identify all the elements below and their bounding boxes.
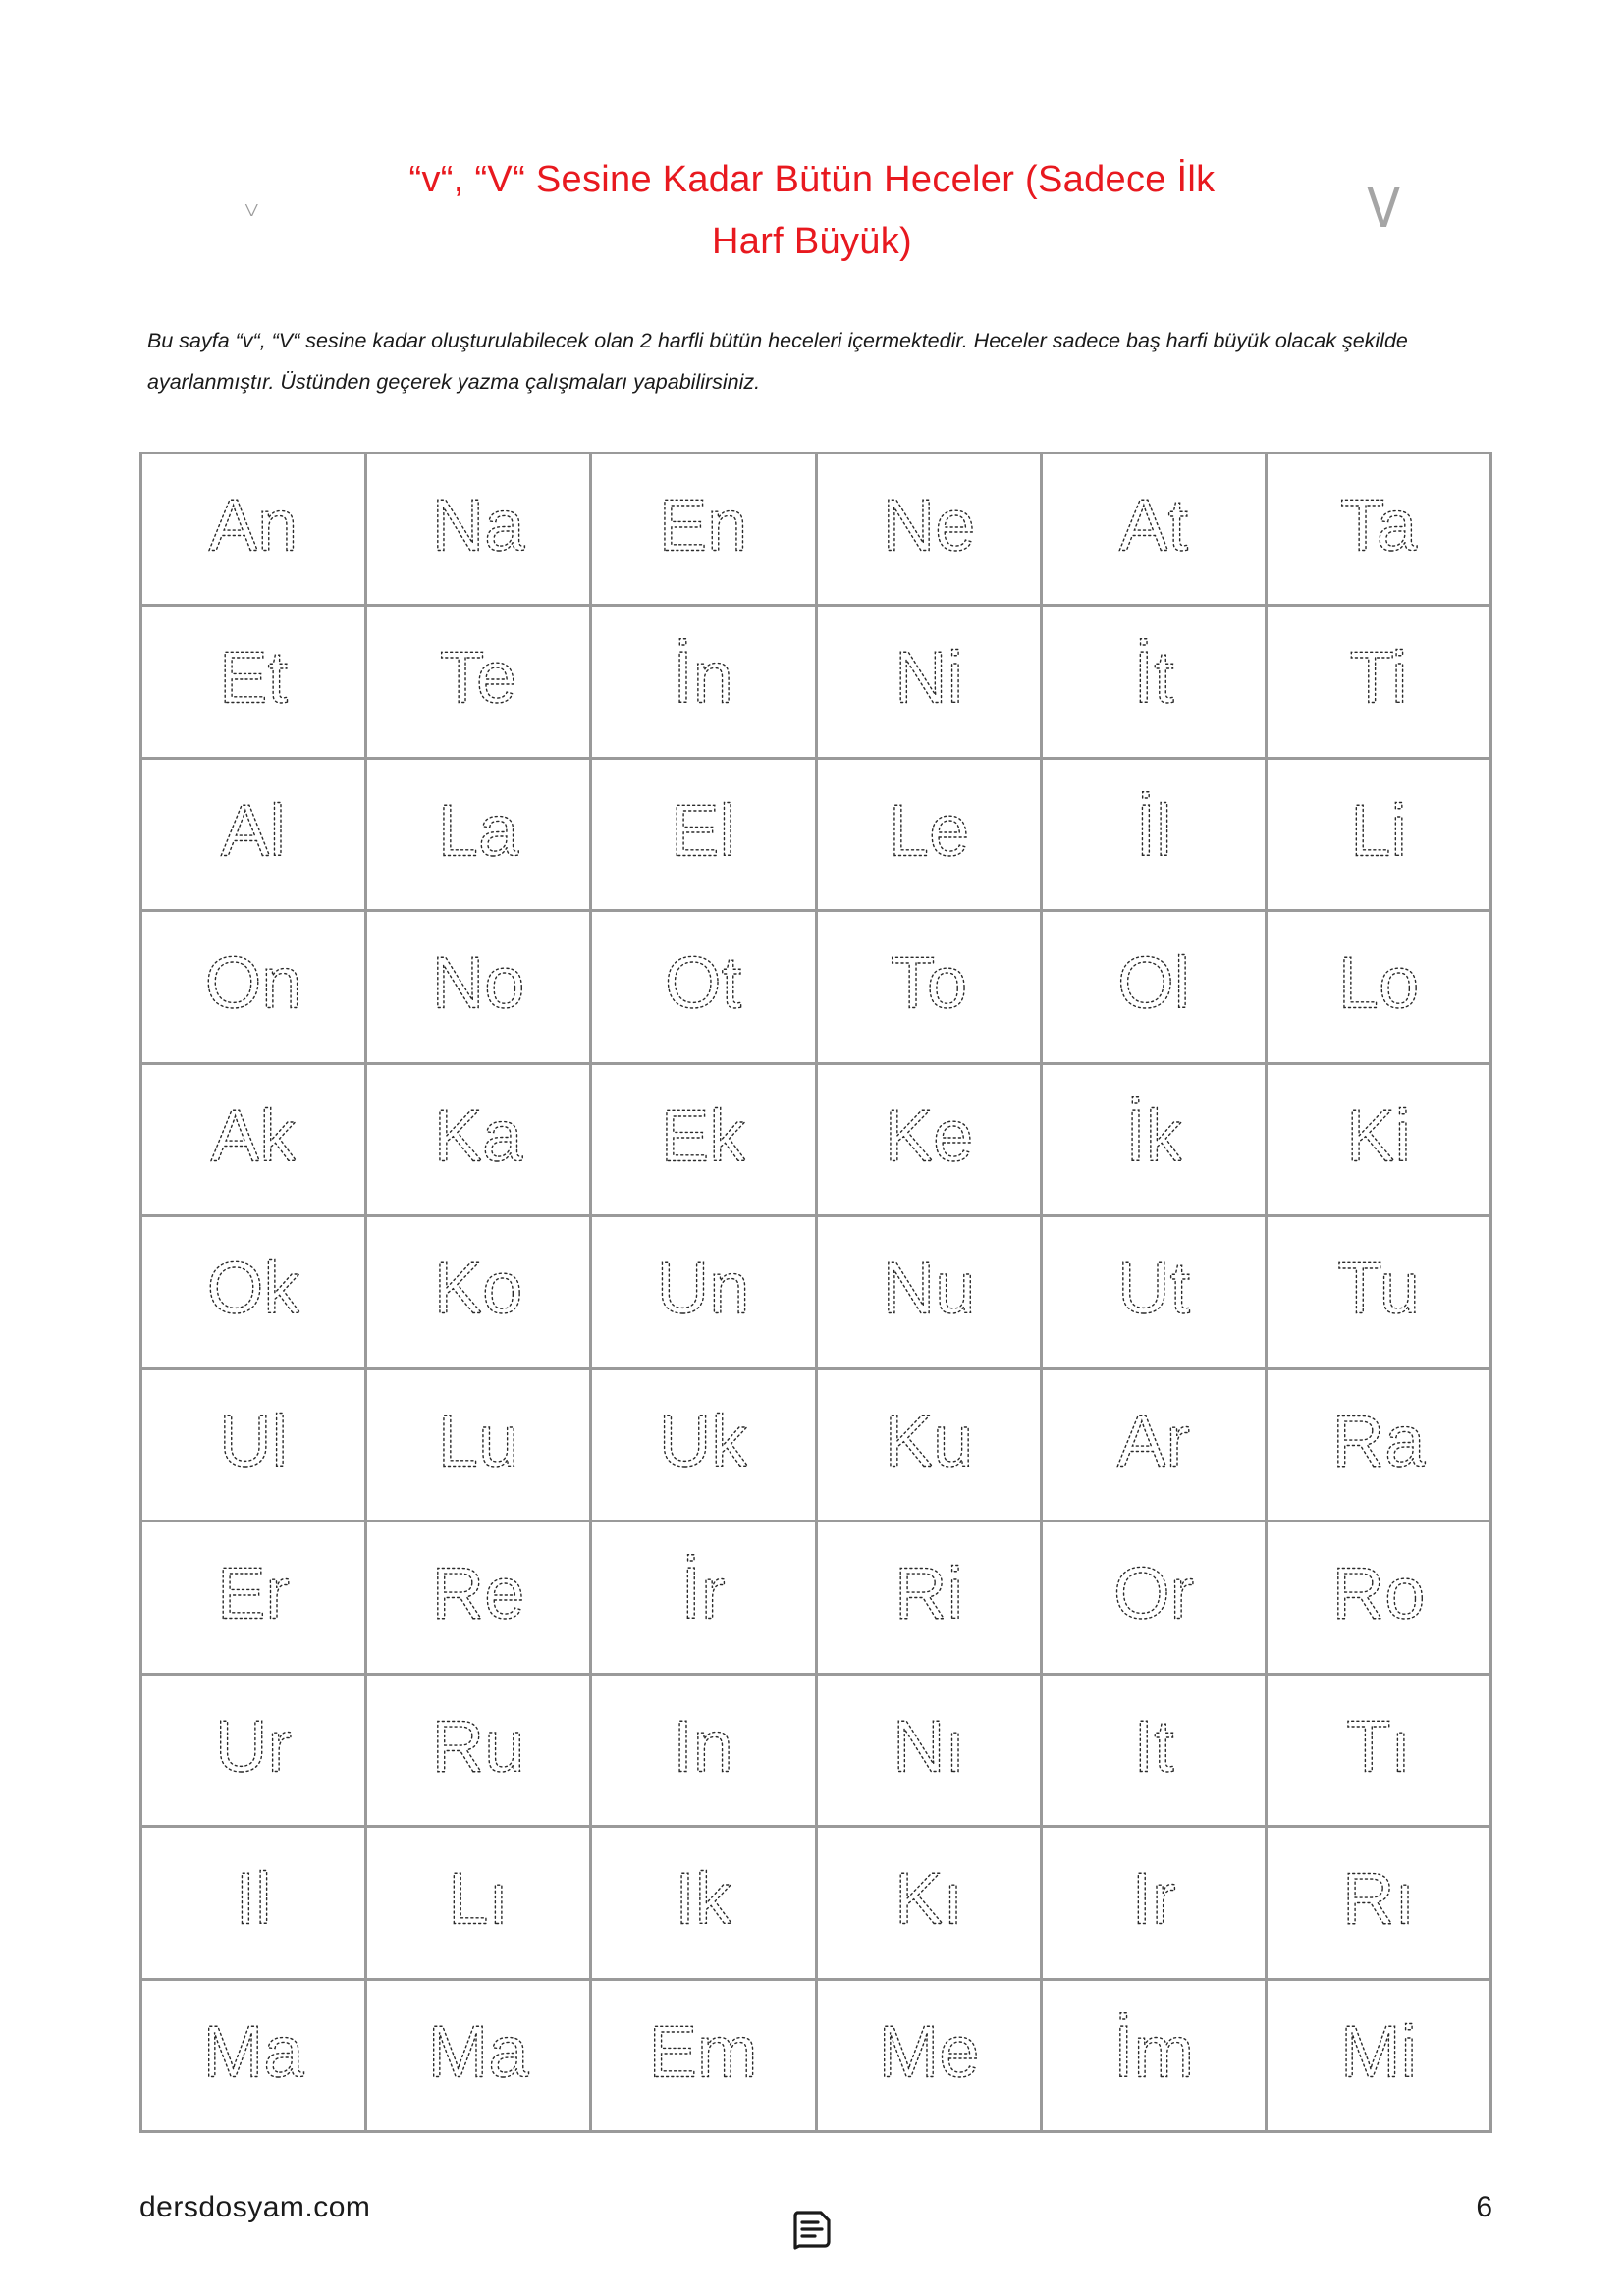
- syllable-cell: [592, 607, 814, 756]
- syllable-tracing-text: Ot: [665, 941, 742, 1024]
- syllable-tracing-text: Ta: [1339, 484, 1417, 566]
- syllable-tracing-text: At: [1118, 484, 1188, 566]
- syllable-tracing-text: Rı: [1341, 1857, 1415, 1940]
- syllable-tracing-text: Ul: [219, 1400, 289, 1482]
- syllable-tracing-text: Mi: [1339, 2010, 1417, 2093]
- syllable-tracing-text: Un: [657, 1247, 750, 1329]
- syllable-tracing-text: Ki: [1346, 1095, 1411, 1177]
- syllable-cell: [142, 1217, 364, 1366]
- syllable-cell: [592, 454, 814, 604]
- syllable-cell: [1268, 1370, 1489, 1520]
- syllable-cell: [367, 1217, 589, 1366]
- syllable-cell: [367, 760, 589, 909]
- syllable-tracing-text: On: [204, 941, 302, 1024]
- corner-letter-lowercase: v: [244, 195, 260, 222]
- syllable-cell: [592, 1981, 814, 2130]
- syllable-cell: [1043, 454, 1265, 604]
- syllable-tracing-text: Ek: [661, 1095, 746, 1177]
- syllable-cell: [367, 912, 589, 1061]
- syllable-tracing-text: Me: [878, 2010, 979, 2093]
- syllable-tracing-text: Or: [1112, 1552, 1194, 1634]
- syllable-cell: [142, 1828, 364, 1977]
- syllable-cell: [592, 1370, 814, 1520]
- syllable-cell: [1268, 760, 1489, 909]
- syllable-cell: [142, 1522, 364, 1672]
- syllable-tracing-text: Ti: [1349, 637, 1408, 720]
- syllable-tracing-text: Ke: [884, 1095, 973, 1177]
- syllable-tracing-text: Em: [648, 2010, 758, 2093]
- syllable-cell: [142, 1676, 364, 1825]
- syllable-cell: [818, 454, 1040, 604]
- syllable-cell: [142, 912, 364, 1061]
- syllable-cell: [1268, 1676, 1489, 1825]
- syllable-cell: [1043, 607, 1265, 756]
- syllable-cell: [592, 1676, 814, 1825]
- syllable-cell: [592, 1828, 814, 1977]
- syllable-tracing-text: El: [671, 789, 736, 872]
- syllable-cell: [592, 760, 814, 909]
- corner-letter-uppercase: V: [1366, 177, 1401, 240]
- syllable-cell: [592, 1065, 814, 1214]
- page-number: 6: [1476, 2191, 1492, 2223]
- syllable-tracing-text: Li: [1350, 789, 1407, 872]
- syllable-tracing-text: Ma: [427, 2010, 529, 2093]
- syllable-cell: [142, 1065, 364, 1214]
- syllable-cell: [1043, 1981, 1265, 2130]
- syllable-tracing-text: Ru: [431, 1705, 525, 1788]
- syllable-tracing-text: Ni: [893, 637, 963, 720]
- syllable-tracing-text: In: [673, 1705, 734, 1788]
- syllable-tracing-text: Re: [431, 1552, 525, 1634]
- syllable-cell: [142, 760, 364, 909]
- syllable-tracing-text: En: [659, 484, 748, 566]
- syllable-tracing-text: No: [431, 941, 525, 1024]
- syllable-cell: [592, 912, 814, 1061]
- syllable-tracing-text: Ka: [433, 1095, 523, 1177]
- syllable-cell: [1268, 454, 1489, 604]
- syllable-cell: [818, 1981, 1040, 2130]
- syllable-cell: [1268, 1065, 1489, 1214]
- syllable-cell: [142, 1981, 364, 2130]
- syllable-cell: [818, 1522, 1040, 1672]
- syllable-tracing-text: Ro: [1331, 1552, 1426, 1634]
- syllable-cell: [367, 1065, 589, 1214]
- syllable-tracing-text: Ri: [893, 1552, 963, 1634]
- syllable-cell: [818, 912, 1040, 1061]
- syllable-tracing-text: To: [890, 941, 967, 1024]
- syllable-tracing-text: İr: [680, 1552, 727, 1634]
- syllable-tracing-grid: [139, 452, 1492, 2133]
- syllable-tracing-text: Ak: [210, 1095, 297, 1177]
- syllable-cell: [1268, 912, 1489, 1061]
- syllable-tracing-text: İl: [1135, 789, 1172, 872]
- syllable-tracing-text: Te: [440, 637, 517, 720]
- document-lines-icon: [791, 2209, 835, 2250]
- syllable-cell: [1043, 1676, 1265, 1825]
- syllable-tracing-text: Ur: [215, 1705, 293, 1788]
- syllable-cell: [1268, 1981, 1489, 2130]
- syllable-cell: [142, 1370, 364, 1520]
- syllable-tracing-text: Ik: [675, 1857, 732, 1940]
- page-description: Bu sayfa “v“, “V“ sesine kadar oluşturulabilecek olan 2 harfli bütün heceleri içermektedir. Heceler sadece baş harfi büyük olacak şekilde ayarlanmıştır. Üstünden geçerek yazma çalışmaları yapabilirsiniz.: [147, 329, 1408, 394]
- syllable-cell: [142, 607, 364, 756]
- syllable-cell: [818, 607, 1040, 756]
- syllable-tracing-text: İm: [1112, 2010, 1194, 2093]
- syllable-tracing-text: Uk: [659, 1400, 748, 1482]
- syllable-cell: [1268, 1522, 1489, 1672]
- syllable-cell: [1043, 1828, 1265, 1977]
- syllable-cell: [1268, 1217, 1489, 1366]
- syllable-tracing-text: It: [1133, 1705, 1174, 1788]
- syllable-cell: [592, 1522, 814, 1672]
- syllable-cell: [142, 454, 364, 604]
- syllable-tracing-text: Nu: [882, 1247, 975, 1329]
- syllable-tracing-text: Ra: [1331, 1400, 1426, 1482]
- syllable-cell: [1268, 607, 1489, 756]
- syllable-cell: [367, 454, 589, 604]
- syllable-tracing-text: Tı: [1346, 1705, 1411, 1788]
- syllable-tracing-text: Nı: [892, 1705, 965, 1788]
- syllable-cell: [1268, 1828, 1489, 1977]
- syllable-tracing-text: Ma: [202, 2010, 304, 2093]
- syllable-cell: [818, 1676, 1040, 1825]
- syllable-tracing-text: An: [208, 484, 298, 566]
- footer-site-name: dersdosyam.com: [139, 2191, 371, 2223]
- syllable-cell: [818, 760, 1040, 909]
- syllable-tracing-text: Il: [235, 1857, 272, 1940]
- syllable-tracing-text: İn: [673, 637, 734, 720]
- syllable-cell: [818, 1065, 1040, 1214]
- syllable-tracing-text: Na: [431, 484, 525, 566]
- syllable-tracing-text: Ut: [1116, 1247, 1190, 1329]
- syllable-tracing-text: Lu: [438, 1400, 519, 1482]
- syllable-tracing-text: Kı: [893, 1857, 963, 1940]
- syllable-cell: [592, 1217, 814, 1366]
- syllable-cell: [367, 1370, 589, 1520]
- syllable-cell: [1043, 1370, 1265, 1520]
- syllable-tracing-text: Ol: [1116, 941, 1190, 1024]
- syllable-cell: [1043, 1217, 1265, 1366]
- syllable-tracing-text: Ku: [884, 1400, 973, 1482]
- syllable-tracing-text: İt: [1133, 637, 1174, 720]
- syllable-tracing-text: Lo: [1337, 941, 1420, 1024]
- syllable-cell: [367, 1522, 589, 1672]
- syllable-cell: [1043, 912, 1265, 1061]
- syllable-tracing-text: Ar: [1116, 1400, 1190, 1482]
- syllable-tracing-text: Al: [221, 789, 286, 872]
- syllable-tracing-text: Ko: [433, 1247, 523, 1329]
- page-title-line-1: “v“, “V“ Sesine Kadar Bütün Heceler (Sadece İlk: [408, 159, 1216, 200]
- syllable-tracing-text: Et: [219, 637, 289, 720]
- syllable-cell: [367, 607, 589, 756]
- syllable-tracing-text: Le: [888, 789, 969, 872]
- page-title-line-2: Harf Büyük): [712, 221, 912, 262]
- syllable-tracing-text: Ok: [206, 1247, 300, 1329]
- syllable-tracing-text: İk: [1124, 1095, 1182, 1177]
- syllable-cell: [1043, 1065, 1265, 1214]
- syllable-cell: [818, 1828, 1040, 1977]
- syllable-cell: [367, 1828, 589, 1977]
- syllable-tracing-text: Lı: [448, 1857, 510, 1940]
- syllable-cell: [818, 1217, 1040, 1366]
- syllable-cell: [367, 1981, 589, 2130]
- syllable-tracing-text: Ir: [1131, 1857, 1176, 1940]
- syllable-tracing-text: Ne: [882, 484, 975, 566]
- syllable-cell: [818, 1370, 1040, 1520]
- syllable-cell: [367, 1676, 589, 1825]
- syllable-cell: [1043, 760, 1265, 909]
- syllable-tracing-text: Er: [217, 1552, 291, 1634]
- syllable-tracing-text: Tu: [1337, 1247, 1420, 1329]
- syllable-cell: [1043, 1522, 1265, 1672]
- page-title: [321, 149, 1303, 273]
- syllable-tracing-text: La: [438, 789, 519, 872]
